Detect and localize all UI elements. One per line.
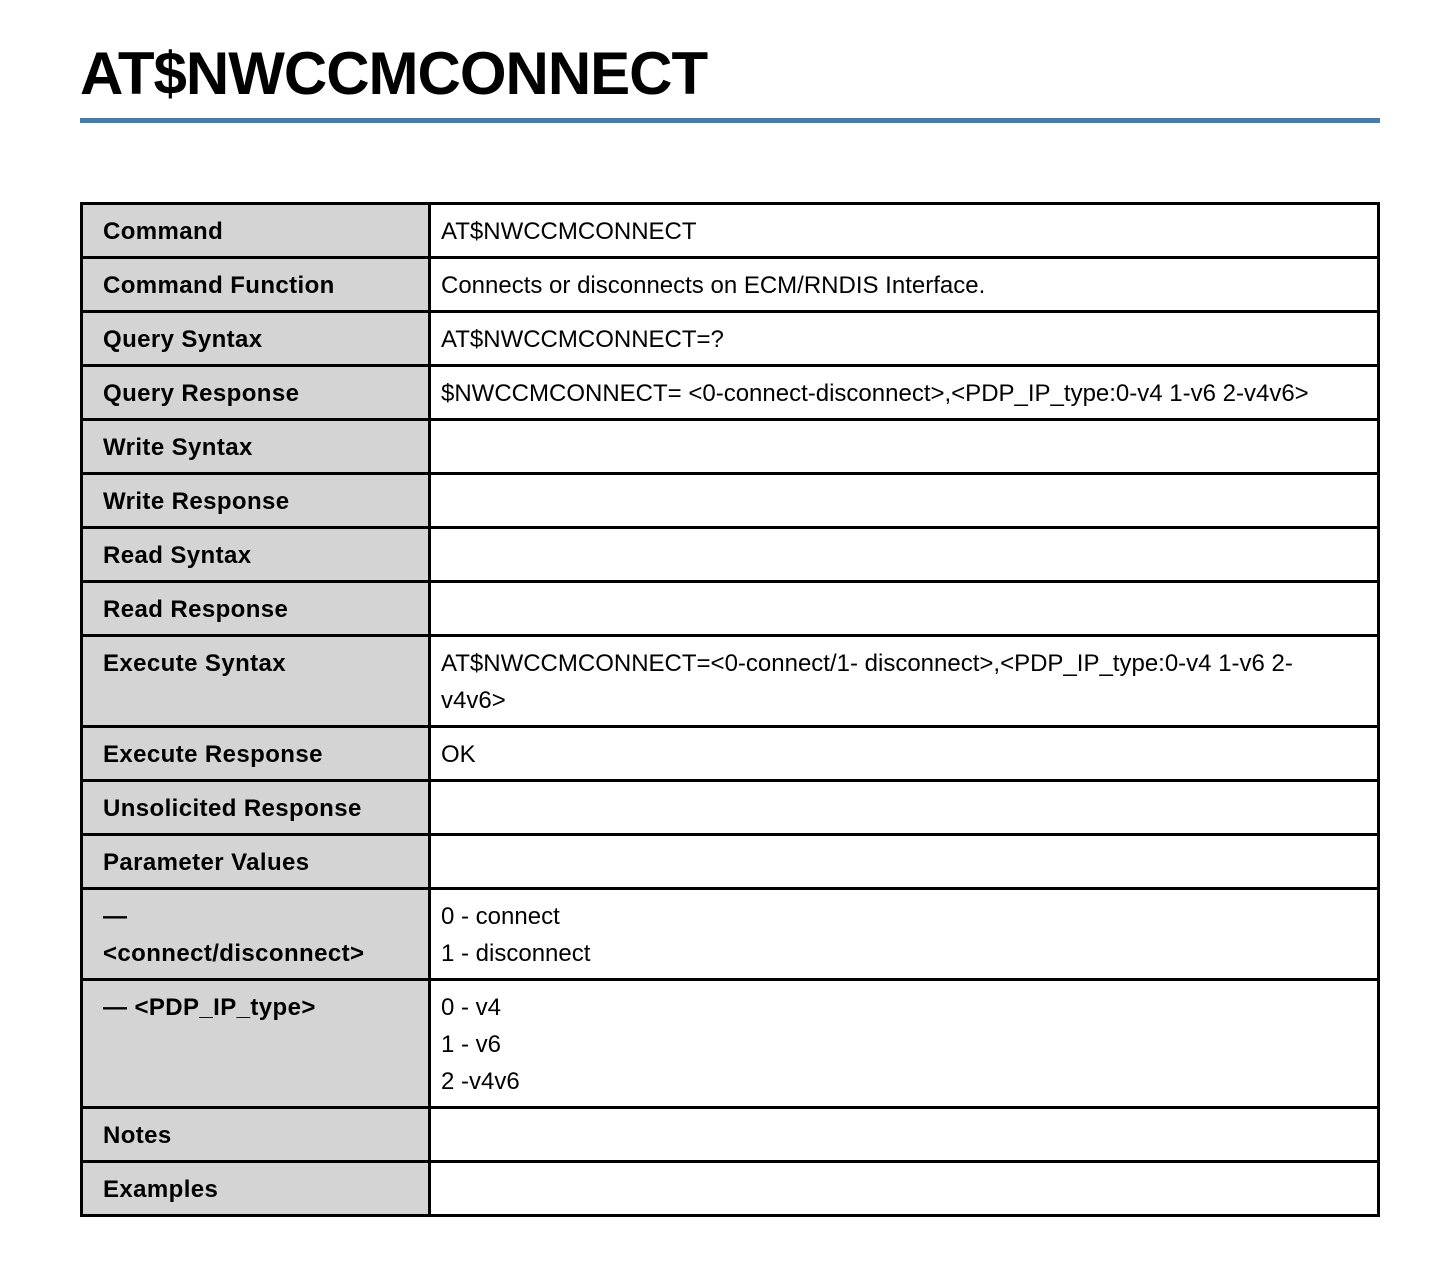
row-label: Notes bbox=[103, 1122, 172, 1149]
row-value-cell bbox=[430, 727, 1379, 781]
row-label-cell bbox=[82, 258, 430, 312]
table-row bbox=[82, 420, 1379, 474]
row-label-cell bbox=[82, 582, 430, 636]
row-value-cell bbox=[430, 636, 1379, 727]
table-row bbox=[82, 1108, 1379, 1162]
table-row bbox=[82, 781, 1379, 835]
table-row bbox=[82, 835, 1379, 889]
row-label-cell bbox=[82, 204, 430, 258]
table-row bbox=[82, 366, 1379, 420]
row-value-line: AT$NWCCMCONNECT=<0-connect/1- disconnect>,<PDP_IP_type:0-v4 1-v6 2- bbox=[441, 650, 1293, 677]
row-label: Write Syntax bbox=[103, 434, 253, 461]
row-label: Query Syntax bbox=[103, 326, 263, 353]
table-body bbox=[82, 204, 1379, 1216]
row-value-cell bbox=[430, 258, 1379, 312]
table-row bbox=[82, 258, 1379, 312]
table-row bbox=[82, 528, 1379, 582]
row-label: Examples bbox=[103, 1176, 219, 1203]
row-label-cell bbox=[82, 781, 430, 835]
table-row bbox=[82, 1162, 1379, 1216]
table-row bbox=[82, 204, 1379, 258]
row-value-cell bbox=[430, 1162, 1379, 1216]
row-label-cell bbox=[82, 366, 430, 420]
table-row bbox=[82, 636, 1379, 727]
row-value-line: 0 - v4 bbox=[441, 994, 502, 1021]
table-row bbox=[82, 727, 1379, 781]
row-value-line: AT$NWCCMCONNECT=? bbox=[441, 326, 724, 353]
row-value-line: 1 - disconnect bbox=[441, 940, 591, 967]
row-value-cell bbox=[430, 474, 1379, 528]
table-row bbox=[82, 889, 1379, 980]
row-label: — <PDP_IP_type> bbox=[103, 994, 316, 1021]
row-label: Unsolicited Response bbox=[103, 795, 362, 822]
row-value-line: 1 - v6 bbox=[441, 1031, 502, 1058]
row-value-line: 2 -v4v6 bbox=[441, 1068, 520, 1095]
row-value-cell bbox=[430, 835, 1379, 889]
row-label-cell bbox=[82, 1162, 430, 1216]
row-label-cell bbox=[82, 1108, 430, 1162]
row-value-cell bbox=[430, 889, 1379, 980]
table-row bbox=[82, 312, 1379, 366]
row-label: Command Function bbox=[103, 272, 335, 299]
row-value-cell bbox=[430, 204, 1379, 258]
row-value-cell bbox=[430, 1108, 1379, 1162]
row-label-cell bbox=[82, 474, 430, 528]
row-label-cell bbox=[82, 528, 430, 582]
row-value-cell bbox=[430, 366, 1379, 420]
row-value-line: v4v6> bbox=[441, 687, 506, 714]
row-label: Read Syntax bbox=[103, 542, 252, 569]
row-label: Write Response bbox=[103, 488, 290, 515]
at-command-table bbox=[80, 202, 1380, 1217]
row-value-cell bbox=[430, 781, 1379, 835]
row-value-line: $NWCCMCONNECT= <0-connect-disconnect>,<PDP_IP_type:0-v4 1-v6 2-v4v6> bbox=[441, 380, 1309, 407]
page-title: AT$NWCCMCONNECT bbox=[80, 40, 708, 107]
row-value-cell bbox=[430, 528, 1379, 582]
table-row bbox=[82, 582, 1379, 636]
row-label: Command bbox=[103, 218, 224, 245]
row-label-cell bbox=[82, 889, 430, 980]
row-value-cell bbox=[430, 420, 1379, 474]
table-row bbox=[82, 980, 1379, 1108]
row-value-line: 0 - connect bbox=[441, 903, 560, 930]
row-label-cell bbox=[82, 727, 430, 781]
row-label-line: — bbox=[103, 903, 128, 930]
title-divider bbox=[80, 118, 1380, 123]
row-value-line: OK bbox=[441, 741, 476, 768]
row-value-line: Connects or disconnects on ECM/RNDIS Interface. bbox=[441, 272, 986, 299]
row-label-cell bbox=[82, 420, 430, 474]
row-value-cell bbox=[430, 980, 1379, 1108]
row-label: Read Response bbox=[103, 596, 289, 623]
row-label: Execute Syntax bbox=[103, 650, 287, 677]
row-label: Query Response bbox=[103, 380, 300, 407]
row-label-cell bbox=[82, 636, 430, 727]
row-label-line: <connect/disconnect> bbox=[103, 940, 365, 967]
row-label-cell bbox=[82, 312, 430, 366]
row-label: Parameter Values bbox=[103, 849, 310, 876]
row-label-cell bbox=[82, 835, 430, 889]
row-value-cell bbox=[430, 312, 1379, 366]
row-label-cell bbox=[82, 980, 430, 1108]
row-value-line: AT$NWCCMCONNECT bbox=[441, 218, 697, 245]
table-row bbox=[82, 474, 1379, 528]
row-label: Execute Response bbox=[103, 741, 323, 768]
row-value-cell bbox=[430, 582, 1379, 636]
